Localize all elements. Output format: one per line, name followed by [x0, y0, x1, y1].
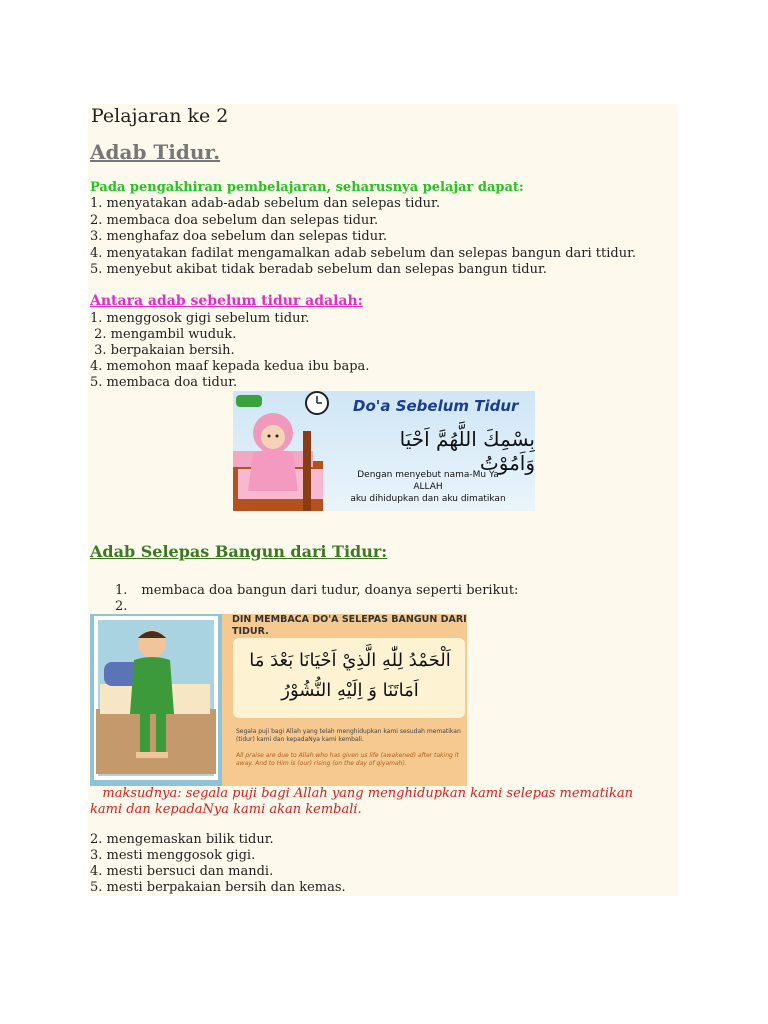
before-sleep-list [90, 311, 369, 391]
before-sleep-heading: Antara adab sebelum tidur adalah: [90, 293, 363, 309]
before-item: 4. memohon maaf kepada kedua ibu bapa. [90, 359, 370, 374]
prayer-meaning: maksudnya: segala puji bagi Allah yang menghidupkan kami selepas mematikan kami dan kepadaNya kami akan kembali. [90, 786, 638, 817]
page-title: Adab Tidur. [90, 140, 221, 164]
lesson-label: Pelajaran ke 2 [91, 105, 229, 127]
before-item: 2. mengambil wuduk. [90, 327, 237, 342]
arabic-prayer-text: بِسْمِكَ اللَّهُمَّ اَحْيَا وَاَمُوْتُ [399, 427, 535, 475]
before-item: 1. menggosok gigi sebelum tidur. [90, 311, 310, 326]
prayer-translation: Dengan menyebut nama-Mu Ya ALLAH aku dihidupkan dan aku dimatikan [350, 470, 506, 504]
after-item: 5. mesti berpakaian bersih dan kemas. [90, 880, 346, 895]
after-item: 4. mesti bersuci dan mandi. [90, 864, 274, 879]
prayer-image-title: Do'a Sebelum Tidur [353, 397, 519, 415]
bedtime-prayer-image [233, 391, 535, 511]
after-wake-heading: Adab Selepas Bangun dari Tidur: [90, 542, 388, 561]
waking-prayer-caption-en: All praise are due to Allah who has given us life (awakened) after taking it away. And to Him is (our) rising (on the day of qiyamah). [236, 752, 459, 767]
after-item: 2. mengemaskan bilik tidur. [90, 832, 274, 847]
after-wake-item: 2. [115, 599, 128, 614]
waking-prayer-caption-ms: Segala puji bagi Allah yang telah menghidupkan kami sesudah mematikan (tidur) kami dan kepadaNya kami kembali. [236, 728, 461, 743]
objective-heading: Pada pengakhiran pembelajaran, seharusnya pelajar dapat: [90, 180, 524, 195]
objective-item: 3. menghafaz doa sebelum dan selepas tidur. [90, 229, 387, 244]
after-wake-item: 1. membaca doa bangun dari tudur, doanya seperti berikut: [115, 583, 519, 598]
before-item: 3. berpakaian bersih. [90, 343, 235, 358]
waking-image-title: DIN MEMBACA DO'A SELEPAS BANGUN DARI TIDUR. [232, 614, 467, 637]
after-wake-list [90, 832, 346, 896]
after-wake-ordered-list [115, 583, 518, 615]
objective-item: 1. menyatakan adab-adab sebelum dan selepas tidur. [90, 196, 440, 211]
objective-item: 2. membaca doa sebelum dan selepas tidur. [90, 212, 379, 228]
waking-prayer-image [90, 614, 467, 786]
before-item: 5. membaca doa tidur. [90, 375, 238, 390]
objective-item: 4. menyatakan fadilat mengamalkan adab sebelum dan selepas bangun dari ttidur. [90, 245, 637, 261]
objectives-list [90, 196, 636, 279]
objective-item: 5. menyebut akibat tidak beradab sebelum dan selepas bangun tidur. [90, 262, 547, 277]
arabic-waking-prayer: اَلْحَمْدُ لِلّٰهِ الَّذِيْ اَحْيَانَا بَعْدَ مَا اَمَاتَنَا وَ اِلَيْهِ النُّشُوْرُ [249, 650, 451, 701]
after-item: 3. mesti menggosok gigi. [90, 848, 256, 863]
